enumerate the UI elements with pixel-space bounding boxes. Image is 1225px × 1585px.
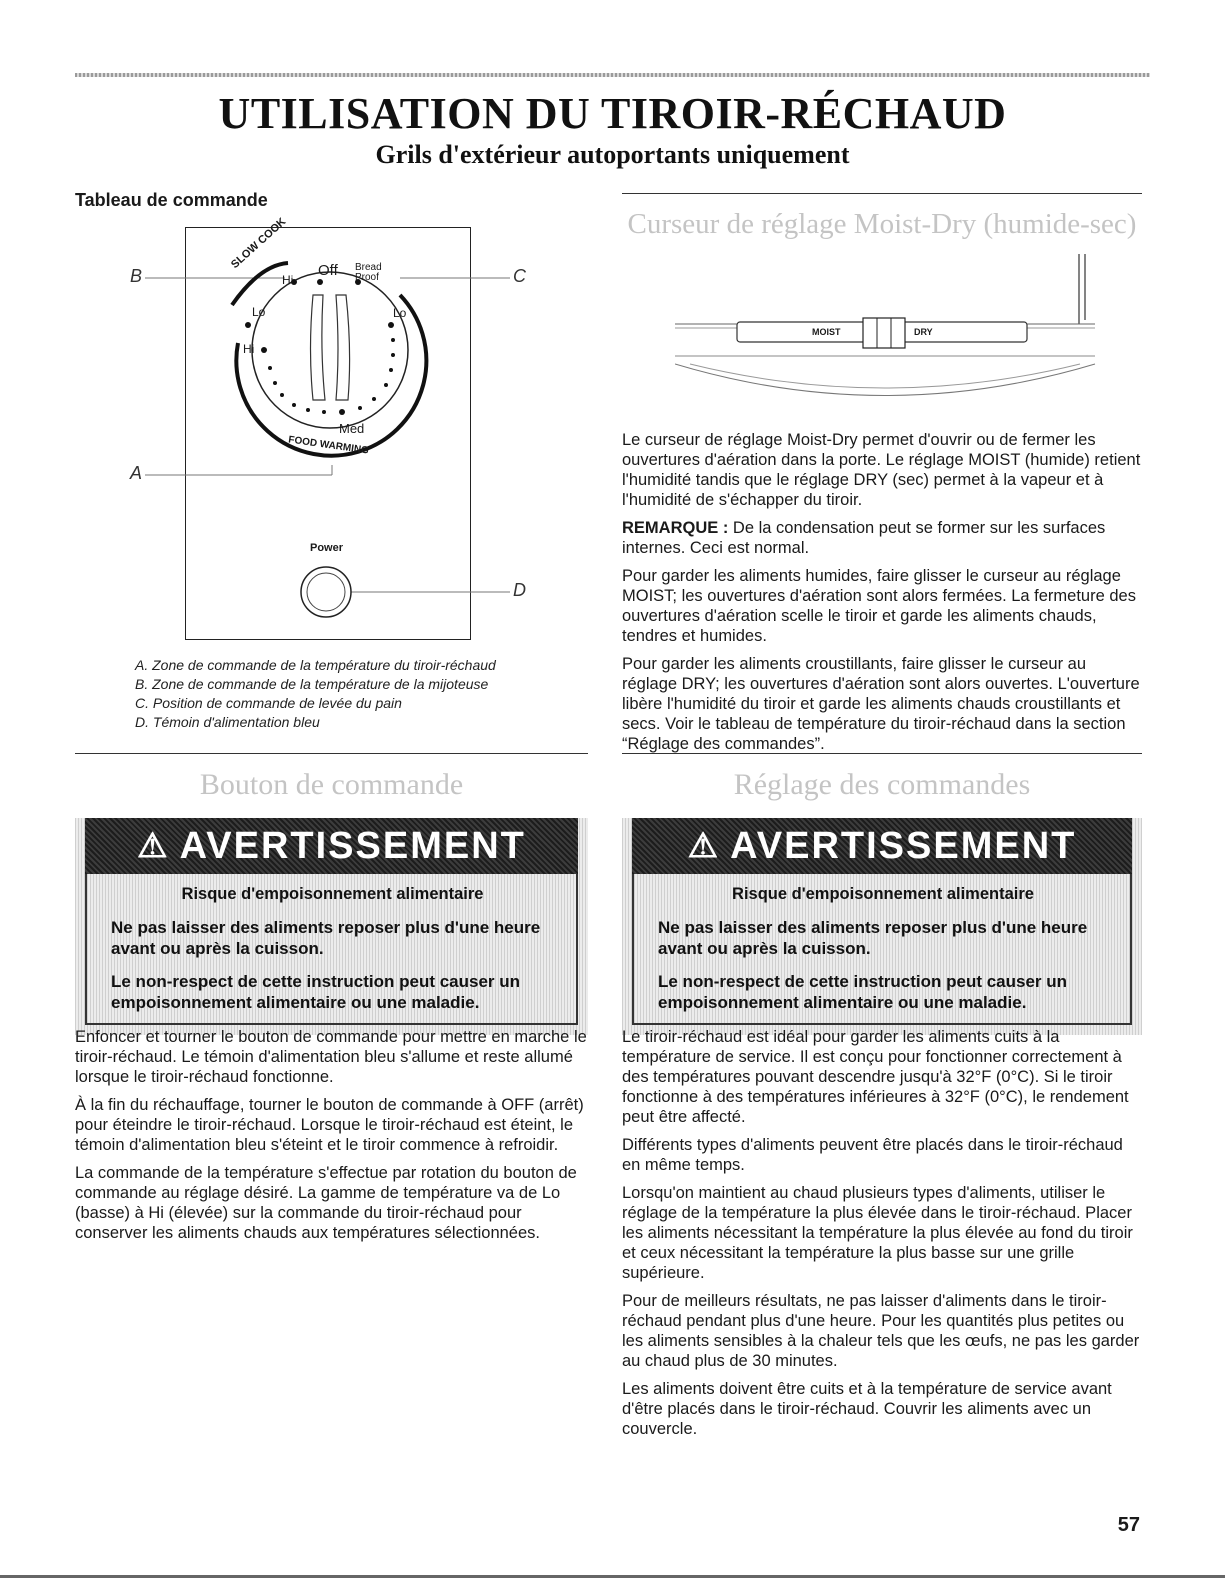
right-paragraph-2: Différents types d'aliments peuvent être placés dans le tiroir-réchaud en même temps. [622, 1136, 1123, 1174]
page-number: 57 [1117, 1514, 1140, 1536]
left-paragraph-1: Enfoncer et tourner le bouton de commande pour mettre en marche le tiroir-réchaud. Le témoin d'alimentation bleu s'allume et reste allumé lorsque le tiroir-réchaud fonctionne. [75, 1028, 587, 1086]
warning-triangle-icon: ⚠ [137, 827, 170, 865]
med-label: Med [339, 421, 365, 436]
remark-label: REMARQUE : [622, 519, 729, 537]
right-section-rule [622, 753, 1142, 754]
slider-body-text [622, 430, 1142, 762]
slider-paragraph-3: Pour garder les aliments croustillants, faire glisser le curseur au réglage DRY; les ouvertures d'aération sont alors ouvertes. L'ouverture libère l'humidité du tiroir et garde les aliments chauds croustillants et secs. Voir le tableau de température du tiroir-réchaud dans la section “Réglage des commandes”. [622, 655, 1140, 753]
caption-c: C. Position de commande de levée du pain [135, 695, 402, 711]
left-paragraph-2: À la fin du réchauffage, tourner le bouton de commande à OFF (arrêt) pour éteindre le tiroir-réchaud. Lorsque le tiroir-réchaud est éteint, le témoin d'alimentation bleu s'éteint et le tiroir commence à refroidir. [75, 1096, 584, 1154]
power-label: Power [310, 542, 344, 554]
left-body-text [75, 1027, 588, 1251]
slow-cook-label: SLOW COOK [229, 215, 289, 271]
label-b: B [130, 266, 143, 286]
right-warning-line3: Le non-respect de cette instruction peut causer un empoisonnement alimentaire ou une maladie. [658, 972, 1068, 1012]
bread-label: Bread [355, 262, 382, 273]
hi-top-label: Hi [282, 273, 294, 287]
right-warning-banner [632, 818, 1132, 874]
bottom-rule [0, 1575, 1225, 1578]
top-rule [75, 73, 1150, 77]
left-warning-box [75, 818, 588, 1035]
knob-heading: Bouton de commande [199, 768, 464, 801]
left-warning-banner [85, 818, 578, 874]
right-paragraph-4: Pour de meilleurs résultats, ne pas laisser d'aliments dans le tiroir-réchaud pendant plus d'une heure. Pour les quantités plus petites ou les aliments sensibles à la chaleur tels que les œufs, ne pas les garder au chaud plus de 30 minutes. [622, 1292, 1140, 1370]
off-label: Off [318, 262, 338, 279]
right-warning-line1: Risque d'empoisonnement alimentaire [732, 885, 1034, 903]
left-section-rule [75, 753, 588, 754]
label-d: D [513, 580, 526, 600]
page-subtitle: Grils d'extérieur autoportants uniquement [375, 140, 850, 169]
warning-triangle-icon: ⚠ [687, 827, 721, 865]
right-warning-body [632, 874, 1132, 1025]
diagram-captions [135, 656, 496, 732]
right-body-text [622, 1027, 1142, 1447]
left-warning-banner-text: AVERTISSEMENT [179, 824, 526, 867]
remark-text: De la condensation peut se former sur les surfaces internes. Ceci est normal. [622, 519, 1106, 557]
lo-left-label: Lo [252, 305, 266, 319]
right-paragraph-5: Les aliments doivent être cuits et à la température de service avant d'être placés dans le tiroir-réchaud. Couvrir les aliments avec un couvercle. [622, 1380, 1112, 1438]
left-warning-body [85, 874, 578, 1025]
slider-heading: Curseur de réglage Moist-Dry (humide-sec) [627, 208, 1137, 240]
control-knob[interactable] [252, 272, 408, 428]
slider-paragraph-1: Le curseur de réglage Moist-Dry permet d'ouvrir ou de fermer les ouvertures d'aération dans la porte. Le réglage MOIST (humide) retient l'humidité tandis que le réglage DRY (sec) permet à la vapeur et à l'humidité de s'échapper du tiroir. [622, 431, 1141, 509]
moist-dry-slider-diagram [675, 252, 1115, 427]
control-panel-heading: Tableau de commande [75, 190, 268, 210]
slider-handle[interactable] [863, 318, 905, 348]
right-paragraph-1: Le tiroir-réchaud est idéal pour garder les aliments cuits à la température de service. Il est conçu pour fonctionner correctement à des températures pouvant descendre jusqu'à 32°F (0°C). Si le tiroir fonctionne à des températures inférieures à 32°F (0°C), le rendement peut être affecté. [622, 1028, 1129, 1126]
moist-label: MOIST [812, 327, 841, 337]
left-paragraph-3: La commande de la température s'effectue par rotation du bouton de commande au réglage désiré. La gamme de température va de Lo (basse) à Hi (élevée) sur la commande du tiroir-réchaud pour conserver les aliments chauds aux températures sélectionnées. [75, 1164, 577, 1242]
remark-paragraph [622, 518, 1142, 558]
dry-label: DRY [914, 327, 933, 337]
caption-d: D. Témoin d'alimentation bleu [135, 714, 320, 730]
right-warning-line2: Ne pas laisser des aliments reposer plus d'une heure avant ou après la cuisson. [658, 918, 1088, 958]
left-warning-line2: Ne pas laisser des aliments reposer plus d'une heure avant ou après la cuisson. [111, 918, 541, 958]
page-title: UTILISATION DU TIROIR-RÉCHAUD [218, 89, 1007, 138]
left-warning-line3: Le non-respect de cette instruction peut causer un empoisonnement alimentaire ou une maladie. [111, 972, 521, 1012]
proof-label: Proof [355, 272, 379, 283]
settings-heading: Réglage des commandes [733, 768, 1031, 801]
label-c: C [513, 266, 526, 286]
right-warning-box [622, 818, 1142, 1035]
label-a: A [130, 463, 143, 483]
lo-right-label: Lo [393, 306, 407, 320]
left-warning-line1: Risque d'empoisonnement alimentaire [181, 885, 484, 903]
food-warming-label: FOOD WARMING [287, 434, 370, 457]
right-warning-banner-text: AVERTISSEMENT [730, 824, 1077, 867]
right-top-rule [622, 193, 1142, 194]
right-paragraph-3: Lorsqu'on maintient au chaud plusieurs types d'aliments, utiliser le réglage de la température la plus élevée dans le tiroir-réchaud. Placer les aliments nécessitant la température la plus élevée au fond du tiroir et ceux nécessitant la température la plus basse sur une grille supérieure. [622, 1184, 1133, 1282]
control-dial-diagram [110, 225, 550, 645]
slider-paragraph-2: Pour garder les aliments humides, faire glisser le curseur au réglage MOIST; les ouvertures d'aération sont alors fermées. La fermeture des ouvertures d'aération scelle le tiroir et garde les aliments chauds, tendres et humides. [622, 567, 1136, 645]
caption-a: A. Zone de commande de la température du tiroir-réchaud [135, 657, 496, 673]
hi-left-label: Hi [243, 342, 255, 356]
caption-b: B. Zone de commande de la température de la mijoteuse [135, 676, 489, 692]
